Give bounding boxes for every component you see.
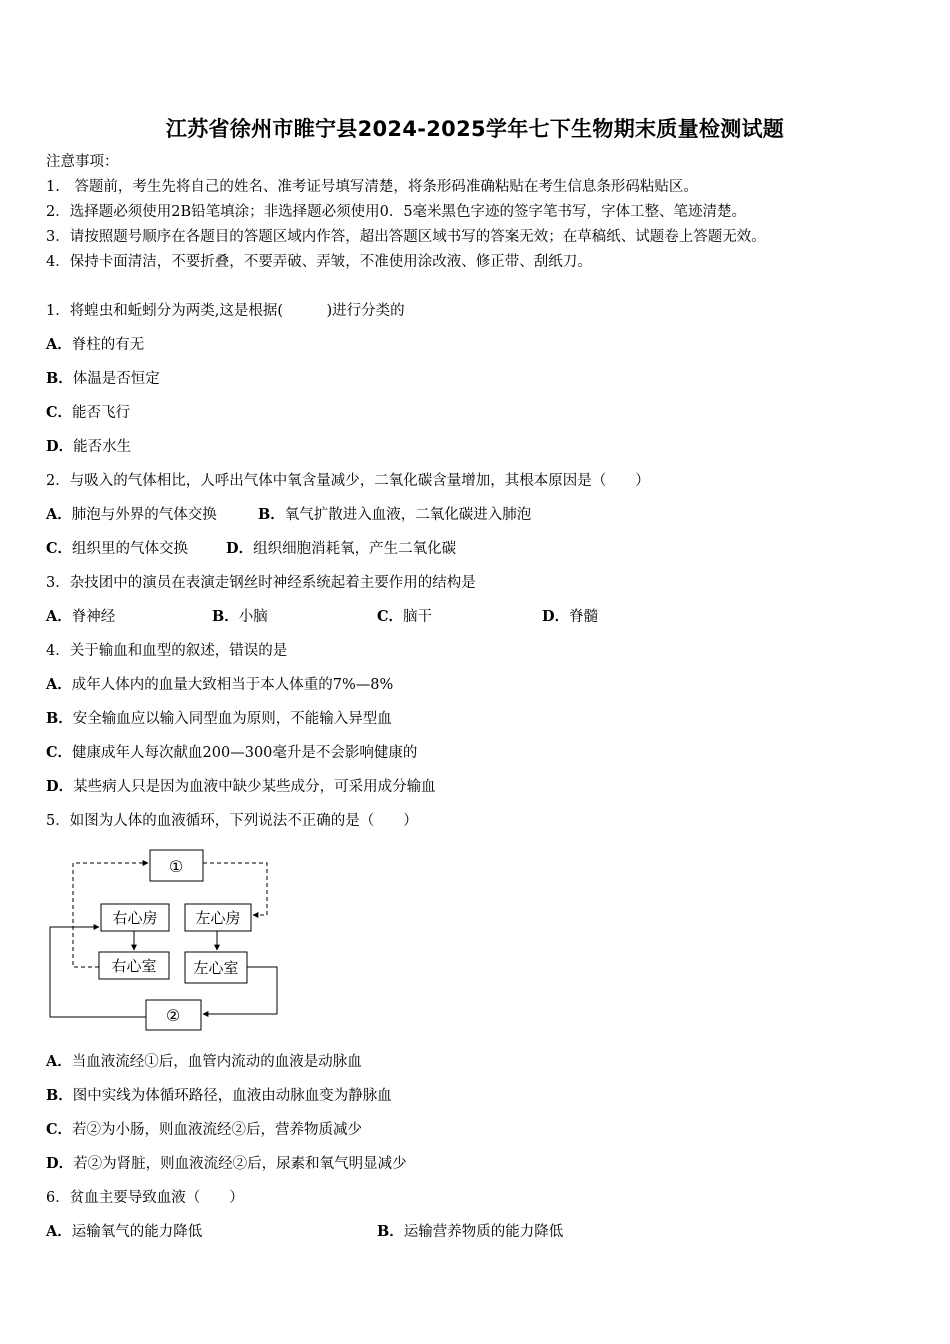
question-stem: 5．如图为人体的血液循环，下列说法不正确的是（ ） <box>46 813 418 829</box>
option-b: B．体温是否恒定 <box>46 370 160 387</box>
notice-item: 1. 答题前，考生先将自己的姓名、准考证号填写清楚，将条形码准确粘贴在考生信息条形码粘贴区。 <box>46 179 698 195</box>
option-a: A．运输氧气的能力降低 <box>46 1223 203 1240</box>
option-d: D．某些病人只是因为血液中缺少某些成分，可采用成分输血 <box>46 778 436 795</box>
option-c: C．脑干 <box>377 608 433 625</box>
option-d: D．组织细胞消耗氧，产生二氧化碳 <box>226 540 457 557</box>
option-b: B．运输营养物质的能力降低 <box>377 1223 564 1240</box>
blood-circulation-diagram <box>44 846 294 1036</box>
option-b: B．安全输血应以输入同型血为原则，不能输入异型血 <box>46 710 392 727</box>
option-b: B．氧气扩散进入血液，二氧化碳进入肺泡 <box>258 506 532 523</box>
option-c: C．能否飞行 <box>46 404 131 421</box>
option-a: A．肺泡与外界的气体交换 <box>46 506 217 523</box>
option-a: A．成年人体内的血量大致相当于本人体重的7%—8% <box>46 676 394 693</box>
option-a: A．脊神经 <box>46 608 116 625</box>
node-2-label: ② <box>165 1006 181 1025</box>
option-c: C．若②为小肠，则血液流经②后，营养物质减少 <box>46 1121 363 1138</box>
question-stem: 2．与吸入的气体相比，人呼出气体中氧含量减少，二氧化碳含量增加，其根本原因是（ ） <box>46 473 650 489</box>
option-a: A．当血液流经①后，血管内流动的血液是动脉血 <box>46 1053 362 1070</box>
option-b: B．图中实线为体循环路径，血液由动脉血变为静脉血 <box>46 1087 392 1104</box>
page-title: 江苏省徐州市睢宁县2024-2025学年七下生物期末质量检测试题 <box>165 117 785 141</box>
option-d: D．脊髓 <box>542 608 599 625</box>
question-stem: 6．贫血主要导致血液（ ） <box>46 1190 244 1206</box>
notice-heading: 注意事项： <box>46 154 119 170</box>
option-d: D．若②为肾脏，则血液流经②后，尿素和氧气明显减少 <box>46 1155 407 1172</box>
notice-item: 2．选择题必须使用2B铅笔填涂；非选择题必须使用0．5毫米黑色字迹的签字笔书写，字体工整、笔迹清楚。 <box>46 204 747 220</box>
option-a: A．脊柱的有无 <box>46 336 145 353</box>
left-ventricle-label: 左心室 <box>193 959 239 977</box>
left-atrium-label: 左心房 <box>195 909 241 927</box>
right-atrium-label: 右心房 <box>112 909 158 927</box>
option-c: C．组织里的气体交换 <box>46 540 189 557</box>
question-stem: 3．杂技团中的演员在表演走钢丝时神经系统起着主要作用的结构是 <box>46 575 476 591</box>
question-stem: 4．关于输血和血型的叙述，错误的是 <box>46 643 288 659</box>
question-stem: 1．将蝗虫和蚯蚓分为两类,这是根据( )进行分类的 <box>46 303 405 319</box>
option-c: C．健康成年人每次献血200—300毫升是不会影响健康的 <box>46 744 418 761</box>
notice-item: 4．保持卡面清洁，不要折叠，不要弄破、弄皱，不准使用涂改液、修正带、刮纸刀。 <box>46 254 592 270</box>
right-ventricle-label: 右心室 <box>111 957 157 975</box>
notice-item: 3．请按照题号顺序在各题目的答题区域内作答，超出答题区域书写的答案无效；在草稿纸、试题卷上答题无效。 <box>46 229 766 245</box>
option-d: D．能否水生 <box>46 438 132 455</box>
node-1-label: ① <box>168 857 184 876</box>
option-b: B．小脑 <box>212 608 268 625</box>
